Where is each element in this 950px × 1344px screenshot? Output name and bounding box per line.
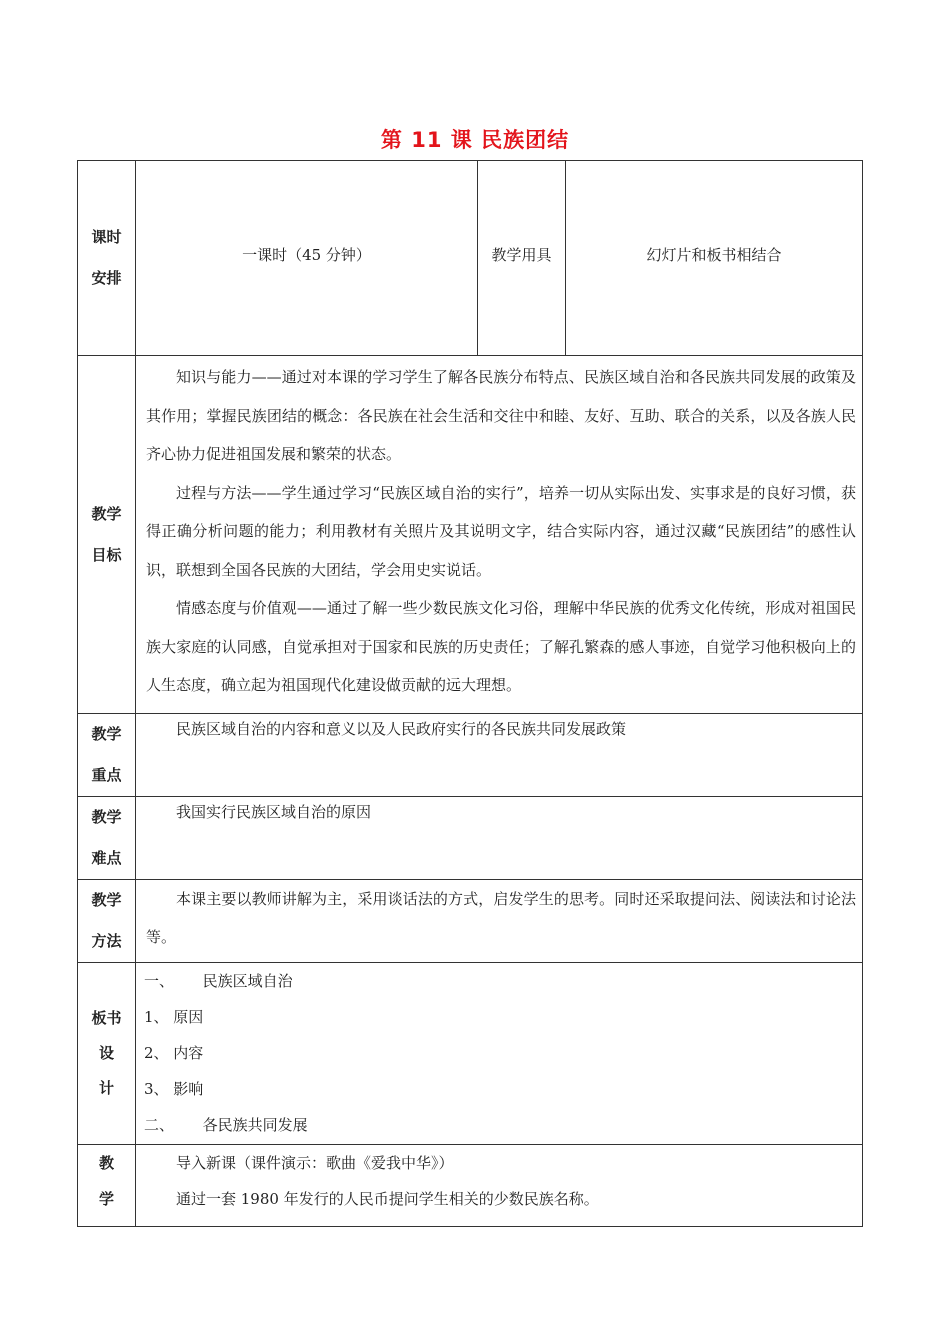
- goals-process-paragraph: 过程与方法——学生通过学习“民族区域自治的实行”，培养一切从实际出发、实事求是的良好习惯，获得正确分析问题的能力；利用教材有关照片及其说明文字，结合实际内容，通过汉藏“民族团结”的感性认识，联想到全国各民族的大团结，学会用史实说话。: [146, 483, 856, 579]
- board-label-line2: 设: [98, 1044, 114, 1062]
- goals-knowledge-paragraph: 知识与能力——通过对本课的学习学生了解各民族分布特点、民族区域自治和各民族共同发展的政策及其作用；掌握民族团结的概念：各民族在社会生活和交往中和睦、友好、互助、联合的关系，以及各族人民齐心协力促进祖国发展和繁荣的状态。: [146, 368, 856, 463]
- schedule-value: 一课时（45 分钟）: [136, 161, 478, 356]
- method-label-line2: 方法: [91, 932, 122, 950]
- method-row: [78, 880, 863, 963]
- focus-row: [78, 714, 863, 797]
- goals-label-line1: 教学: [91, 504, 122, 523]
- lesson-plan-table: [77, 160, 863, 1227]
- process-label-line1: 教: [98, 1154, 114, 1172]
- process-line: 导入新课（课件演示：歌曲《爱我中华》）: [176, 1154, 454, 1172]
- board-label: [78, 963, 136, 1145]
- board-label-line3: 计: [98, 1079, 114, 1097]
- process-label: [78, 1145, 136, 1227]
- schedule-row: [78, 161, 863, 356]
- difficulty-text: 我国实行民族区域自治的原因: [176, 803, 372, 821]
- board-line: 2、 内容: [144, 1044, 204, 1062]
- goals-row: [78, 356, 863, 714]
- tools-value: 幻灯片和板书相结合: [566, 161, 863, 356]
- method-content: [136, 880, 863, 963]
- difficulty-row: [78, 797, 863, 880]
- method-label: [78, 880, 136, 963]
- focus-label-line2: 重点: [91, 766, 122, 784]
- difficulty-label-line2: 难点: [91, 849, 122, 867]
- process-content: [136, 1145, 863, 1227]
- page-title: 第 11 课 民族团结: [380, 128, 570, 152]
- schedule-label-line1: 课时: [91, 228, 122, 246]
- process-line: 通过一套 1980 年发行的人民币提问学生相关的少数民族名称。: [176, 1190, 599, 1208]
- board-line: 3、 影响: [144, 1080, 204, 1098]
- focus-text: 民族区域自治的内容和意义以及人民政府实行的各民族共同发展政策: [176, 720, 627, 738]
- board-line: 二、 各民族共同发展: [144, 1116, 308, 1134]
- goals-emotion-paragraph: 情感态度与价值观——通过了解一些少数民族文化习俗，理解中华民族的优秀文化传统，形成对祖国民族大家庭的认同感，自觉承担对于国家和民族的历史责任；了解孔繁森的感人事迹，自觉学习他积极向上的人生态度，确立起为祖国现代化建设做贡献的远大理想。: [146, 599, 856, 694]
- board-row: [78, 963, 863, 1145]
- method-text: 本课主要以教师讲解为主，采用谈话法的方式，启发学生的思考。同时还采取提问法、阅读法和讨论法等。: [146, 890, 856, 946]
- board-content: [136, 963, 863, 1145]
- focus-content: [136, 714, 863, 797]
- board-label-line1: 板书: [91, 1009, 122, 1027]
- focus-label-line1: 教学: [91, 725, 122, 743]
- board-line: 1、 原因: [144, 1008, 204, 1026]
- focus-label: [78, 714, 136, 797]
- schedule-label: [78, 161, 136, 356]
- process-row: [78, 1145, 863, 1227]
- goals-label: [78, 356, 136, 714]
- process-label-line2: 学: [98, 1190, 114, 1208]
- difficulty-label: [78, 797, 136, 880]
- difficulty-content: [136, 797, 863, 880]
- tools-label: 教学用具: [478, 161, 566, 356]
- goals-content: [136, 356, 863, 714]
- method-label-line1: 教学: [91, 891, 122, 909]
- schedule-label-line2: 安排: [91, 269, 122, 287]
- difficulty-label-line1: 教学: [91, 808, 122, 826]
- goals-label-line2: 目标: [91, 545, 122, 564]
- board-line: 一、 民族区域自治: [144, 972, 293, 990]
